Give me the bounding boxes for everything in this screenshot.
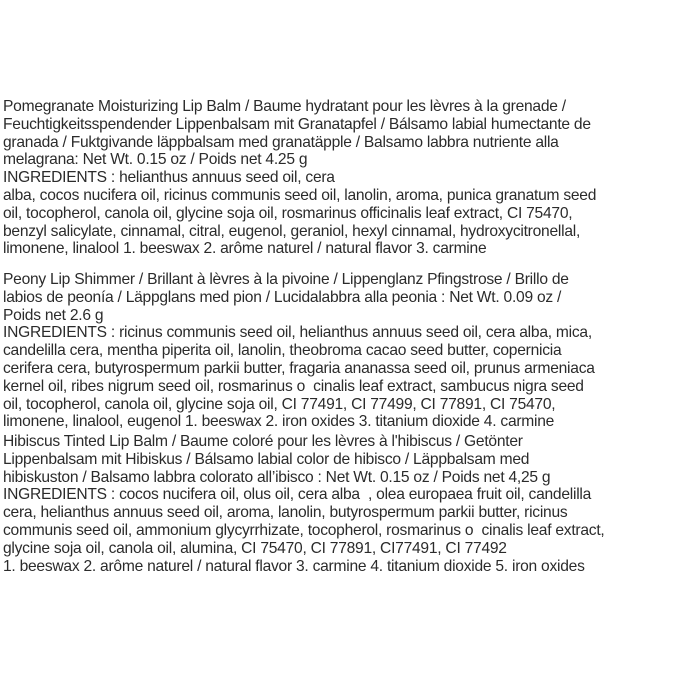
text-line: Poids net 2.6 g — [3, 306, 104, 324]
text-line: cerifera cera, butyrospermum parkii butter, fragaria ananassa seed oil, prunus armeniaca — [3, 359, 595, 377]
text-line: cera, helianthus annuus seed oil, aroma, lanolin, butyrospermum parkii butter, ricinus — [3, 504, 568, 522]
text-line: INGREDIENTS : ricinus communis seed oil, helianthus annuus seed oil, cera alba, mica, — [3, 324, 592, 342]
text-line: granada / Fuktgivande läppbalsam med granatäpple / Balsamo labbra nutriente alla — [3, 133, 559, 151]
text-line: limonene, linalool 1. beeswax 2. arôme naturel / natural flavor 3. carmine — [3, 240, 487, 258]
text-line: limonene, linalool, eugenol 1. beeswax 2. iron oxides 3. titanium dioxide 4. carmine — [3, 413, 555, 431]
text-line: oil, tocopherol, canola oil, glycine soja oil, CI 77491, CI 77499, CI 77891, CI 75470, — [3, 395, 556, 413]
pomegranate-lip-balm-label — [3, 98, 596, 258]
text-line: hibiskuston / Balsamo labbra colorato all’ibisco : Net Wt. 0.15 oz / Poids net 4,25 g — [3, 468, 551, 486]
hibiscus-tinted-lip-balm-label — [3, 433, 605, 575]
text-line: kernel oil, ribes nigrum seed oil, rosmarinus o cinalis leaf extract, sambucus nigra seed — [3, 377, 584, 395]
text-line: Lippenbalsam mit Hibiskus / Bálsamo labial color de hibisco / Läppbalsam med — [3, 450, 530, 468]
text-line: Feuchtigkeitsspendender Lippenbalsam mit Granatapfel / Bálsamo labial humectante de — [3, 115, 591, 133]
text-line: alba, cocos nucifera oil, ricinus communis seed oil, lanolin, aroma, punica granatum seed — [3, 186, 597, 204]
text-line: communis seed oil, ammonium glycyrrhizate, tocopherol, rosmarinus o cinalis leaf extract, — [3, 521, 605, 539]
peony-lip-shimmer-label — [3, 271, 595, 431]
text-line: INGREDIENTS : helianthus annuus seed oil, cera — [3, 169, 335, 187]
text-line: Hibiscus Tinted Lip Balm / Baume coloré pour les lèvres à l'hibiscus / Getönter — [3, 433, 523, 450]
text-line: 1. beeswax 2. arôme naturel / natural flavor 3. carmine 4. titanium dioxide 5. iron oxides — [3, 557, 585, 575]
text-line: INGREDIENTS : cocos nucifera oil, olus oil, cera alba , olea europaea fruit oil, candelilla — [3, 486, 592, 504]
text-line: Pomegranate Moisturizing Lip Balm / Baume hydratant pour les lèvres à la grenade / — [3, 98, 566, 115]
text-line: labios de peonía / Läppglans med pion / Lucidalabbra alla peonia : Net Wt. 0.09 oz / — [3, 288, 562, 306]
text-line: Peony Lip Shimmer / Brillant à lèvres à la pivoine / Lippenglanz Pfingstrose / Brillo de — [3, 271, 569, 288]
text-line: benzyl salicylate, cinnamal, citral, eugenol, geraniol, hexyl cinnamal, hydroxycitronellal, — [3, 222, 581, 240]
text-line: glycine soja oil, canola oil, alumina, CI 75470, CI 77891, CI77491, CI 77492 — [3, 539, 507, 557]
text-line: melagrana: Net Wt. 0.15 oz / Poids net 4.25 g — [3, 151, 308, 169]
text-line: oil, tocopherol, canola oil, glycine soja oil, rosmarinus officinalis leaf extract, CI 75470, — [3, 204, 573, 222]
text-line: candelilla cera, mentha piperita oil, lanolin, theobroma cacao seed butter, copernicia — [3, 342, 562, 360]
